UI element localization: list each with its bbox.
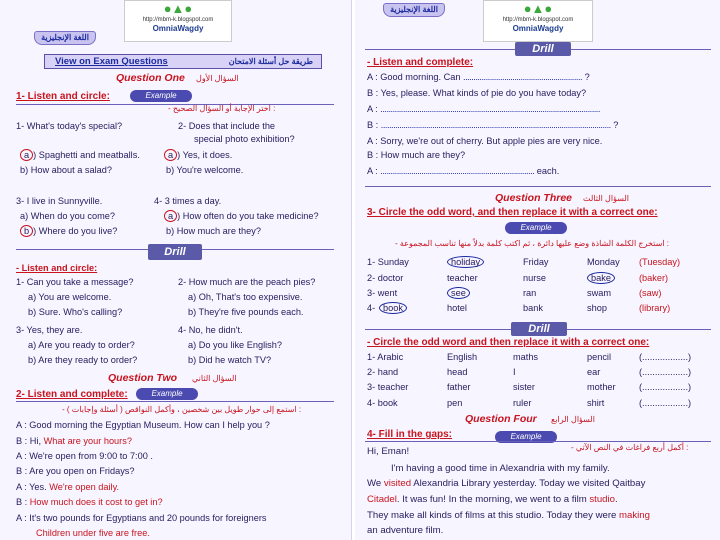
dialog-line [16, 482, 119, 494]
answer-text: ) How often do you take medicine? [177, 211, 319, 221]
blank-dots: ........................................................................................................... [380, 104, 600, 114]
speaker-label: A : [16, 513, 30, 523]
blank-dots: .......................................................... [463, 72, 583, 82]
word-text: ran [523, 288, 537, 298]
paragraph-line [367, 494, 618, 506]
word-text: swam [587, 288, 611, 298]
dialog-answer: How much does it cost to get in? [29, 497, 163, 507]
paragraph-line [367, 478, 645, 490]
drill-banner: Drill [148, 244, 202, 260]
people-house-icon: ●▲● [163, 1, 193, 16]
dialog-line [367, 88, 586, 100]
speaker-label: A : [16, 482, 30, 492]
dialog-line [367, 136, 602, 148]
dialog-text: It's two pounds for Egyptians and 20 pounds for foreigners [29, 513, 267, 523]
speaker-label: B : [16, 466, 30, 476]
paragraph-line [391, 463, 610, 475]
word-cell: pen [447, 398, 463, 408]
blank-dots: ................................................................................................................ [380, 120, 611, 130]
answer-text: ) Yes, it does. [177, 150, 233, 160]
banner-title-ar: طريقة حل أسئلة الامتحان [228, 57, 313, 66]
word-text: 1- Sunday [367, 257, 409, 267]
dialog-line [16, 420, 270, 432]
people-house-icon: ●▲● [523, 1, 553, 16]
paragraph-text: . It was fun! In the morning, we went to a film [396, 494, 590, 505]
word-cell: shirt [587, 398, 605, 408]
speaker-label: A : [367, 166, 381, 176]
question-one-title: Question One [116, 72, 185, 84]
question-three-title: Question Three [495, 192, 573, 204]
word-cell [587, 288, 611, 300]
answer-option: a) Oh, That's too expensive. [188, 292, 303, 302]
answer-option: a) When do you come? [20, 211, 115, 221]
question-one-ar: السؤال الأول [196, 74, 239, 83]
answer-option: b) Did he watch TV? [188, 355, 272, 365]
word-cell [367, 273, 403, 285]
blank-dots: ........................................................................... [380, 166, 535, 176]
question-four-ar: السؤال الرابع [551, 415, 595, 424]
banner-title: View on Exam Questions [55, 56, 168, 67]
word-cell: head [447, 367, 468, 377]
speaker-label: A : [367, 136, 381, 146]
question-text: 3- I live in Sunnyville. [16, 196, 103, 206]
blank-answer: (..................) [639, 382, 692, 392]
section-heading: 3- Circle the odd word, and then replace it with a correct one: [367, 207, 658, 218]
word-cell [523, 288, 536, 300]
word-cell [367, 303, 375, 315]
word-cell [447, 288, 470, 300]
logo-url: http://mbm-k.blogspot.com [142, 17, 214, 23]
dialog-text: Hi, [29, 436, 44, 446]
subject-tab: اللغة الإنجليزية [34, 31, 96, 45]
answer-text: ) Spaghetti and meatballs. [33, 150, 140, 160]
word-cell: mother [587, 382, 616, 392]
answer-option [164, 211, 319, 223]
selected-mark: a [164, 210, 177, 222]
word-cell [523, 273, 546, 285]
circled-word: holiday [447, 256, 484, 268]
dialog-line [16, 513, 266, 525]
drill-banner: Drill [515, 42, 571, 56]
replacement-answer: (Tuesday) [639, 257, 681, 267]
word-text: teacher [447, 273, 478, 283]
circled-word: book [379, 302, 407, 314]
drill-heading: - Listen and circle: [16, 263, 98, 273]
word-text: shop [587, 303, 607, 313]
answer-option: a) You are welcome. [28, 292, 112, 302]
speaker-label: A : [367, 104, 381, 114]
logo-name: OmniaWagdy [512, 24, 564, 33]
question-text: 3- Yes, they are. [16, 325, 83, 335]
dialog-line [16, 466, 135, 478]
word-cell: ruler [513, 398, 532, 408]
instruction-ar: - اختر الإجابة أو السؤال الصحيح : [168, 104, 276, 113]
replacement-answer: (saw) [639, 288, 662, 298]
dialog-answer: We're open daily. [49, 482, 120, 492]
dialog-line [367, 150, 465, 162]
word-cell [587, 257, 620, 269]
answer-option [164, 150, 232, 162]
filled-gap: studio [589, 494, 615, 505]
paragraph-text: They make all kinds of films at this studio. Today they were [367, 510, 620, 521]
answer-option: b) How much are they? [166, 226, 261, 236]
answer-option [20, 150, 140, 162]
word-cell: 3- teacher [367, 382, 409, 392]
section-heading: 1- Listen and circle: [16, 91, 110, 102]
divider [365, 186, 711, 187]
paragraph-text: I'm having a good time in Alexandria with my family. [391, 463, 610, 474]
question-two-title: Question Two [108, 372, 178, 384]
selected-mark: b [20, 225, 33, 237]
divider [16, 401, 334, 402]
question-text: 1- Can you take a message? [16, 277, 134, 287]
answer-option: b) You're welcome. [166, 165, 244, 175]
word-cell [447, 303, 467, 315]
word-cell: 4- book [367, 398, 398, 408]
word-cell: 1- Arabic [367, 352, 404, 362]
dialog-answer: What are your hours? [43, 436, 132, 446]
question-text: 4- No, he didn't. [178, 325, 243, 335]
word-cell [447, 273, 478, 285]
word-text: hotel [447, 303, 467, 313]
paragraph-line [367, 525, 443, 537]
dialog-line [16, 451, 153, 463]
logo [483, 0, 593, 42]
speaker-label: A : [16, 420, 30, 430]
dialog-line [367, 166, 559, 178]
filled-gap: Citadel [367, 494, 397, 505]
word-text: nurse [523, 273, 546, 283]
circled-word: bake [587, 272, 615, 284]
section-heading: - Listen and complete: [367, 57, 474, 68]
answer-option: a) Are you ready to order? [28, 340, 135, 350]
dialog-text: We're open from 9:00 to 7:00 . [29, 451, 153, 461]
answer-option: b) Are they ready to order? [28, 355, 138, 365]
answer-option: a) Do you like English? [188, 340, 282, 350]
speaker-label: B : [16, 436, 30, 446]
word-text: Friday [523, 257, 549, 267]
example-badge: Example [495, 431, 557, 443]
replacement-answer: (library) [639, 303, 671, 313]
paragraph-text: an adventure film. [367, 525, 444, 536]
letter-greeting: Hi, Eman! [367, 446, 410, 457]
word-cell: pencil [587, 352, 612, 362]
word-cell [587, 303, 607, 315]
subject-tab: اللغة الإنجليزية [383, 3, 445, 17]
question-three-ar: السؤال الثالث [583, 194, 629, 203]
filled-gap: visited [383, 478, 412, 489]
paragraph-text: Alexandria Library yesterday. Today we visited Qaitbay [411, 478, 646, 489]
example-badge: Example [505, 222, 567, 234]
dialog-text: Good morning. Can [380, 72, 464, 82]
dialog-text: Yes. [29, 482, 50, 492]
blank-answer: (..................) [639, 367, 692, 377]
instruction-ar: - استخرج الكلمة الشاذة وضع عليها دائرة ، ثم اكتب كلمة بدلاً منها تناسب المجموعة : [395, 239, 669, 248]
dialog-text: Are you open on Fridays? [29, 466, 135, 476]
word-text: 2- doctor [367, 273, 404, 283]
paragraph-text: . [614, 494, 618, 505]
selected-mark: a [20, 149, 33, 161]
speaker-label: B : [367, 150, 381, 160]
word-text: 4- [367, 303, 376, 313]
word-cell: I [513, 367, 516, 377]
dialog-line [16, 436, 132, 448]
example-badge: Example [130, 90, 192, 102]
section-heading: 2- Listen and complete: [16, 389, 128, 400]
blank-answer: (..................) [639, 398, 692, 408]
paragraph-text: We [367, 478, 384, 489]
answer-option: b) They're five pounds each. [188, 307, 304, 317]
instruction-ar: - أكمل أربع فراغات في النص الآتي : [571, 443, 689, 452]
speaker-label: A : [367, 72, 381, 82]
word-text: Monday [587, 257, 620, 267]
right-page [355, 0, 720, 540]
word-cell [367, 257, 409, 269]
question-four-title: Question Four [465, 413, 537, 425]
question-text: 2- Does that include the [178, 121, 276, 131]
answer-option [20, 226, 117, 238]
logo-name: OmniaWagdy [152, 24, 204, 33]
question-text: special photo exhibition? [194, 134, 295, 144]
word-cell [367, 288, 397, 300]
speaker-label: B : [367, 88, 381, 98]
instruction-ar: - استمع إلى حوار طويل بين شخصين ، وأكمل النواقص ( أسئلة وإجابات ) : [62, 405, 302, 414]
speaker-label: A : [16, 451, 30, 461]
word-cell: 2- hand [367, 367, 399, 377]
word-text: bank [523, 303, 543, 313]
word-cell [523, 257, 549, 269]
word-cell [587, 273, 615, 285]
replacement-answer: (baker) [639, 273, 669, 283]
example-badge: Example [136, 388, 198, 400]
paragraph-line [367, 510, 650, 522]
drill-heading: - Circle the odd word and then replace it with a correct one: [367, 337, 650, 348]
logo-url: http://mbm-k.blogspot.com [502, 17, 574, 23]
dialog-text: Sorry, we're out of cherry. But apple pies are very nice. [380, 136, 603, 146]
word-cell [523, 303, 543, 315]
dialog-line [16, 528, 150, 540]
word-cell: maths [513, 352, 539, 362]
dialog-text: Good morning the Egyptian Museum. How can I help you ? [29, 420, 270, 430]
dialog-line [367, 120, 618, 132]
left-page [0, 0, 352, 540]
word-cell [447, 257, 484, 269]
exam-banner [44, 54, 322, 69]
word-cell: sister [513, 382, 535, 392]
dialog-text: ? [582, 72, 590, 82]
speaker-label: B : [367, 120, 381, 130]
answer-text: ) Where do you live? [33, 226, 118, 236]
answer-option: b) How about a salad? [20, 165, 112, 175]
dialog-text: How much are they? [380, 150, 466, 160]
divider [365, 441, 711, 442]
question-text: 4- 3 times a day. [154, 196, 222, 206]
dialog-text: ? [610, 120, 619, 130]
drill-banner: Drill [511, 322, 567, 336]
question-text: 1- What's today's special? [16, 121, 123, 131]
word-text: 3- went [367, 288, 398, 298]
question-two-ar: السؤال الثاني [192, 374, 237, 383]
speaker-label: B : [16, 497, 30, 507]
dialog-text: Yes, please. What kinds of pie do you have today? [380, 88, 587, 98]
blank-answer: (..................) [639, 352, 692, 362]
dialog-text: each. [534, 166, 560, 176]
dialog-line [367, 104, 600, 116]
question-text: 2- How much are the peach pies? [178, 277, 316, 287]
answer-option: b) Sure. Who's calling? [28, 307, 123, 317]
word-cell: father [447, 382, 471, 392]
word-cell: ear [587, 367, 601, 377]
dialog-line [367, 72, 590, 84]
circled-word: see [447, 287, 470, 299]
word-cell: English [447, 352, 478, 362]
word-cell [379, 303, 407, 315]
selected-mark: a [164, 149, 177, 161]
section-heading: 4- Fill in the gaps: [367, 429, 453, 440]
dialog-answer: Children under five are free. [36, 528, 150, 538]
logo [124, 0, 232, 42]
dialog-line [16, 497, 163, 509]
filled-gap: making [619, 510, 650, 521]
